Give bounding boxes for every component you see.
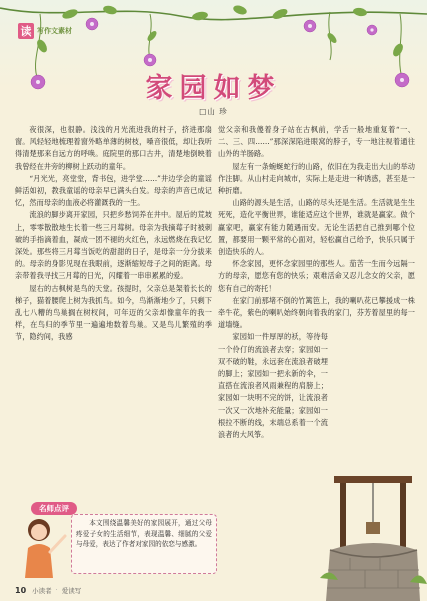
section-tag-char: 读 xyxy=(18,23,34,39)
section-tag xyxy=(18,22,72,40)
paragraph: 流浪的脚步离开家园，只把乡愁饲养在井中。屋后的荒坡上，零零散散地生长着一些三月莓树。母亲为我摘莓子时被刺破的手指滴着血，凝成一团不褪的火红色，永远燃烧在我记忆深处。那些将三月莓当饭吃的甜甜的日子，是母亲一分分拔来的。母亲的身影见现在我眼前，逐渐缩短母子之间的距离。母亲带着我寻找三月莓的日光，闪耀着一串串累累的爱。 xyxy=(15,210,212,281)
paragraph: 屋左有一条蜿蜒蛇行的山路，依旧在为我走出大山的举动作注脚。从山村走向城市，实际上是走进一种诱惑，甚至是一种折磨。 xyxy=(218,161,415,196)
paragraph: “月光光，亮堂堂，背书包，进学堂……”井边学会的童谣鲜活如初，教我童谣的母亲早已满头白发。母亲的声音已成记忆，然而母亲的血液必将灌溉我的一生。 xyxy=(15,173,212,208)
article-column-left xyxy=(15,124,212,494)
comment-title: 名师点评 xyxy=(31,502,77,515)
article-author: □山 珍 xyxy=(199,107,228,116)
page-number: 10 xyxy=(15,585,27,595)
paragraph: 屋右的古枫树是鸟的天堂。孩提时，父亲总是架着长长的梯子，猫着腰爬上树为我抓鸟。如今，鸟渐渐地少了，只剩下乱七八糟的鸟巢搁在树杈间，可年迈的父亲却像童年的我一样，在鸟归的季节里一遍遍地数着鸟巢。又是鸟儿繁殖的季节，隐约间，我感 xyxy=(15,283,212,342)
page-footer xyxy=(15,585,81,595)
paragraph: 怀念家园，更怀念家园里的那些人。茄苦一生而今远隔一方的母亲，愿您有您的快乐；艰难活命又忍儿念女的父亲，愿您有自己的寄托！ xyxy=(218,259,415,293)
paragraph: 山路的源头是生活，山路的尽头还是生活。生活就是生生死死，造化平衡世界，谁能适应这个世界，谁就是赢家。做个赢家吧，赢家有能力随遇而安。无论生活把自己推到哪个位置，都要用一颗平常的心面对，轻松赢自己给予，快乐只属于创造快乐的人。 xyxy=(218,198,415,257)
teacher-comment-box xyxy=(15,502,221,578)
article-title: 家园如梦 xyxy=(145,73,282,104)
section-tag-label: 写作文素材 xyxy=(37,27,72,35)
paragraph: 在家门前那堵不倒的竹篱笆上，我的喇叭花已攀援成一株牵牛花，紫色的喇叭始终朝向着我的家门，芬芳着屋里的每一道墙缝。 xyxy=(218,295,415,330)
paragraph: 家园如一件厚厚的袄，等待每一个伶仃的流浪者去穿；家园如一双不破的鞋，永远套在流浪者破埋的脚上；家园如一把永新的伞，一直搭在流浪者风雨兼程的肩膀上；家园如一块明不完的饼，让流浪者一次又一次地补充能量；家园如一根拉不断的线，末端总系着一个流浪者的大风筝。 xyxy=(218,332,328,440)
paragraph: 夜很深，也很静。浅浅的月光流进我的村子，挤进那扇窗。风轻轻地梳理着窗外略单薄的树枝，嗓音很低，却让我听得清楚那来自远方的呼唤。庭院里的那口古井，清楚地倒映着我曾经在井旁的柳树上跃动的童年。 xyxy=(15,125,212,171)
magazine-name: 小读者 xyxy=(32,586,52,595)
old-well-illustration xyxy=(320,470,427,601)
magazine-issue: 爱读写 xyxy=(61,586,82,595)
footer-separator: · xyxy=(55,586,58,594)
girl-illustration-icon xyxy=(15,512,71,582)
comment-body: 本文围绕温馨美好的家园展开，通过父母疼爱子女的生活细节，表现温馨、细腻的父爱与母爱，表达了作者对家园的依恋与感激。 xyxy=(71,514,217,574)
paragraph: 觉父亲和我傻着身子站在古枫前，学舌一般地重复着“一、二、三、四……”那深深陷进眼窝的脖子，专一地注视着通往山外的羊肠路。 xyxy=(218,125,415,159)
